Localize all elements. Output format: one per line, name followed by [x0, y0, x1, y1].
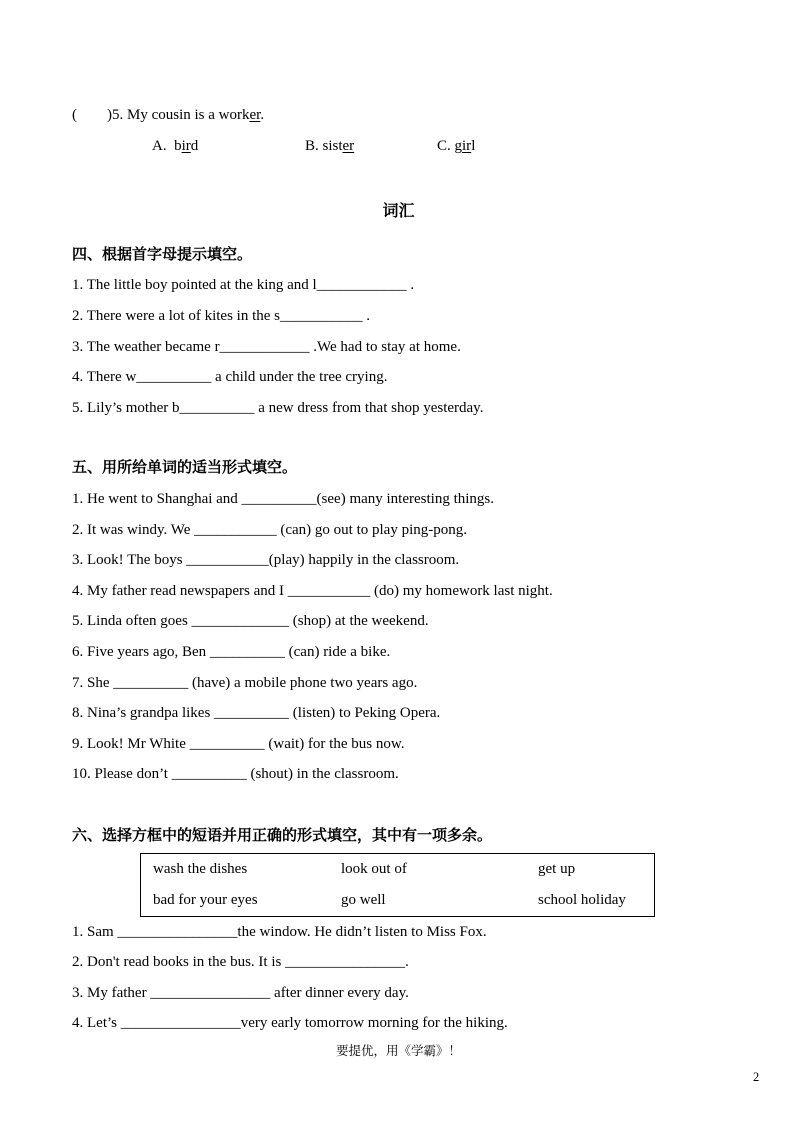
option-b [305, 131, 437, 162]
question-5-line [72, 100, 725, 131]
option-c [437, 131, 475, 162]
phrase-bad-for-your-eyes: bad for your eyes [153, 892, 258, 909]
section-5-item-4: 4. My father read newspapers and I ___________ (do) my homework last night. [72, 582, 553, 599]
vocabulary-heading: 词汇 [382, 203, 415, 221]
phrase-wash-the-dishes: wash the dishes [153, 861, 248, 878]
option-c-text: C. g [437, 137, 463, 154]
section-4-item-1: 1. The little boy pointed at the king and l____________ . [72, 277, 415, 294]
phrase-box-row-2 [153, 885, 642, 916]
section-5-item-9: 9. Look! Mr White __________ (wait) for the bus now. [72, 735, 405, 752]
section-4-item-3: 3. The weather became r____________ .We had to stay at home. [72, 338, 461, 355]
option-c-underlined-letters: ir [462, 137, 472, 154]
section-5-item-5: 5. Linda often goes _____________ (shop) at the weekend. [72, 613, 429, 630]
option-c-rest: l [471, 137, 476, 154]
section-4-item-4: 4. There w__________ a child under the tree crying. [72, 369, 388, 386]
section-5-item-7: 7. She __________ (have) a mobile phone two years ago. [72, 674, 418, 691]
phrase-box-row-1 [153, 854, 642, 885]
question-5-underlined-letters: er [249, 107, 261, 123]
option-a [152, 131, 305, 162]
section-4-title: 四、根据首字母提示填空。 [72, 246, 253, 263]
worksheet-content [72, 100, 725, 1061]
section-5-item-10: 10. Please don’t __________ (shout) in the classroom. [72, 766, 399, 783]
question-5-period: . [260, 107, 265, 123]
option-b-text: B. sist [305, 137, 343, 154]
page-number: 2 [753, 1070, 760, 1084]
section-5-item-3: 3. Look! The boys ___________(play) happily in the classroom. [72, 552, 460, 569]
section-6-title: 六、选择方框中的短语并用正确的形式填空，其中有一项多余。 [72, 827, 493, 844]
option-a-underlined-letters: ir [181, 137, 191, 154]
option-a-rest: d [190, 137, 199, 154]
phrase-look-out-of: look out of [341, 861, 407, 878]
section-5-item-6: 6. Five years ago, Ben __________ (can) ride a bike. [72, 643, 391, 660]
section-5-item-8: 8. Nina’s grandpa likes __________ (listen) to Peking Opera. [72, 705, 441, 722]
phrase-get-up: get up [538, 861, 576, 878]
question-5-text: ( )5. My cousin is a work [72, 107, 250, 123]
section-5-item-2: 2. It was windy. We ___________ (can) go out to play ping-pong. [72, 521, 467, 538]
section-6-item-1: 1. Sam ________________the window. He didn’t listen to Miss Fox. [72, 923, 487, 940]
section-6-item-2: 2. Don't read books in the bus. It is ________________. [72, 954, 409, 971]
section-4-item-5: 5. Lily’s mother b__________ a new dress from that shop yesterday. [72, 399, 484, 416]
phrase-go-well: go well [341, 892, 386, 909]
section-6-item-3: 3. My father ________________ after dinner every day. [72, 984, 409, 1001]
phrase-box [140, 853, 655, 916]
section-5-title: 五、用所给单词的适当形式填空。 [72, 460, 298, 477]
footer-slogan: 要提优，用《学霸》！ [335, 1044, 461, 1059]
section-5-item-1: 1. He went to Shanghai and __________(see) many interesting things. [72, 490, 495, 507]
section-4-item-2: 2. There were a lot of kites in the s___________ . [72, 307, 370, 324]
section-6-item-4: 4. Let’s ________________very early tomorrow morning for the hiking. [72, 1015, 508, 1032]
option-a-text: A. b [152, 137, 182, 154]
question-5-options [72, 131, 725, 162]
phrase-school-holiday: school holiday [538, 892, 626, 909]
option-b-underlined-letters: er [342, 137, 355, 154]
